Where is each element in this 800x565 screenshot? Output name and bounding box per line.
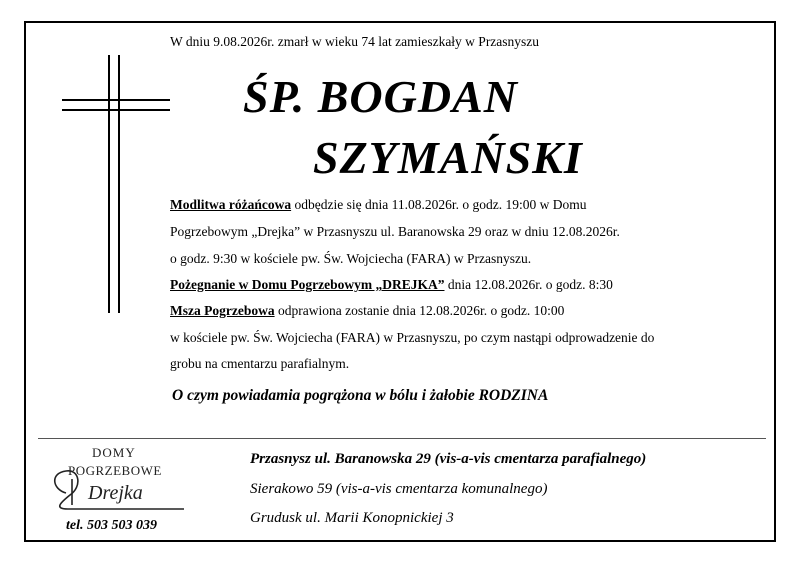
- logo-line2: POGRZEBOWE: [68, 463, 162, 478]
- rosary-text: odbędzie się dnia 11.08.2026r. o godz. 19:00 w Domu: [291, 197, 587, 212]
- farewell-text: dnia 12.08.2026r. o godz. 8:30: [444, 277, 613, 292]
- logo-brand: Drejka: [88, 482, 143, 504]
- logo-phone: tel. 503 503 039: [66, 518, 157, 533]
- cross-horizontal-bar-1: [62, 99, 170, 101]
- rosary-info-line3: o godz. 9:30 w kościele pw. Św. Wojciecha (FARA) w Przasnyszu.: [170, 251, 532, 266]
- address-grudusk: Grudusk ul. Marii Konopnickiej 3: [250, 510, 454, 526]
- farewell-info: [170, 277, 613, 293]
- rosary-info-line2: Pogrzebowym „Drejka” w Przasnyszu ul. Baranowska 29 oraz w dniu 12.08.2026r.: [170, 224, 620, 239]
- rosary-info-line1: [170, 197, 586, 213]
- mass-info-line1: [170, 303, 564, 319]
- footer-divider: [38, 438, 766, 439]
- mass-info-line3: grobu na cmentarzu parafialnym.: [170, 356, 350, 371]
- death-notice-line: W dniu 9.08.2026r. zmarł w wieku 74 lat zamieszkały w Przasnyszu: [170, 34, 540, 49]
- rosary-label: Modlitwa różańcowa: [170, 197, 292, 212]
- mass-info-line2: w kościele pw. Św. Wojciecha (FARA) w Przasnyszu, po czym nastąpi odprowadzenie do: [170, 330, 655, 345]
- logo-line1: DOMY: [92, 445, 136, 460]
- family-closing-line: O czym powiadamia pogrążona w bólu i żałobie RODZINA: [172, 387, 549, 404]
- cross-horizontal-bar-2: [62, 109, 170, 111]
- farewell-label: Pożegnanie w Domu Pogrzebowym „DREJKA”: [170, 277, 445, 292]
- cross-vertical-bar-2: [118, 55, 120, 313]
- cross-vertical-bar-1: [108, 55, 110, 313]
- address-main: Przasnysz ul. Baranowska 29 (vis-a-vis cmentarza parafialnego): [250, 451, 647, 467]
- mass-label: Msza Pogrzebowa: [170, 303, 275, 318]
- deceased-name-line1: ŚP. BOGDAN: [243, 71, 518, 122]
- deceased-name-line2: SZYMAŃSKI: [313, 132, 583, 183]
- mass-text: odprawiona zostanie dnia 12.08.2026r. o godz. 10:00: [274, 303, 565, 318]
- address-sierakowo: Sierakowo 59 (vis-a-vis cmentarza komunalnego): [250, 481, 548, 497]
- funeral-home-logo: [38, 445, 198, 533]
